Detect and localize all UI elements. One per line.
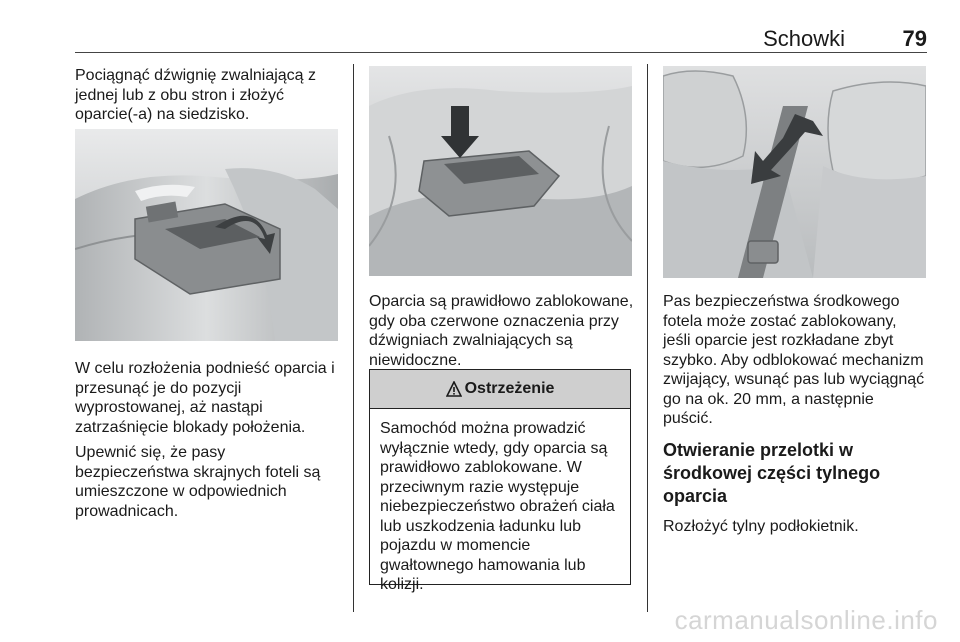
- warning-header: [370, 370, 630, 409]
- seat-indicator-illustration: [369, 66, 632, 276]
- col3-subheading: Otwieranie przelotki w środkowej części tylnego oparcia: [663, 439, 881, 506]
- col1-intro: Pociągnąć dźwignię zwalniającą z jednej lub z obu stron i złożyć oparcie(-a) na siedzisko.: [75, 67, 317, 123]
- column-1-lower: [75, 359, 340, 521]
- column-3: [663, 292, 928, 536]
- photo-red-indicator: [369, 66, 632, 276]
- photo-seat-belt: [663, 66, 926, 278]
- col2-para1: Oparcia są prawidłowo zablokowane, gdy oba czerwone oznaczenia przy dźwigniach zwalniających są niewidoczne.: [369, 293, 634, 369]
- page-number: 79: [902, 26, 927, 51]
- seat-lever-illustration: [75, 129, 338, 341]
- col1-para1: W celu rozłożenia podnieść oparcia i przesunąć je do pozycji wyprostowanej, aż nastąpi zatrzaśnięcie blokady położenia.: [75, 360, 335, 436]
- page-header: [75, 26, 927, 53]
- column-divider-1: [353, 64, 354, 612]
- column-2: [369, 292, 634, 370]
- col3-para1: Pas bezpieczeństwa środkowego fotela może zostać zablokowany, jeśli oparcie jest rozkładane zbyt szybko. Aby odblokować mechanizm zwijający, wsunąć pas lub wyciągnąć go na ok. 20 mm, a następnie puścić.: [663, 293, 925, 427]
- warning-body: Samochód można prowadzić wyłącznie wtedy, gdy oparcia są prawidłowo zablokowane. W przeciwnym razie występuje niebezpieczeństwo obrażeń ciała lub uszkodzenia ładunku lub pojazdu w momencie gwałtownego hamowania lub kolizji.: [380, 420, 615, 593]
- column-divider-2: [647, 64, 648, 612]
- column-1: [75, 66, 340, 125]
- warning-triangle-icon: [446, 381, 462, 397]
- section-title: Schowki: [763, 26, 845, 51]
- warning-box: [369, 369, 631, 593]
- col1-para2: Upewnić się, że pasy bezpieczeństwa skrajnych foteli są umieszczone w odpowiednich prowadnicach.: [75, 444, 321, 520]
- warning-title: Ostrzeżenie: [464, 380, 555, 397]
- photo-release-lever: [75, 129, 338, 341]
- seat-belt-illustration: [663, 66, 926, 278]
- col3-para2: Rozłożyć tylny podłokietnik.: [663, 517, 859, 535]
- watermark: carmanualsonline.info: [674, 605, 938, 635]
